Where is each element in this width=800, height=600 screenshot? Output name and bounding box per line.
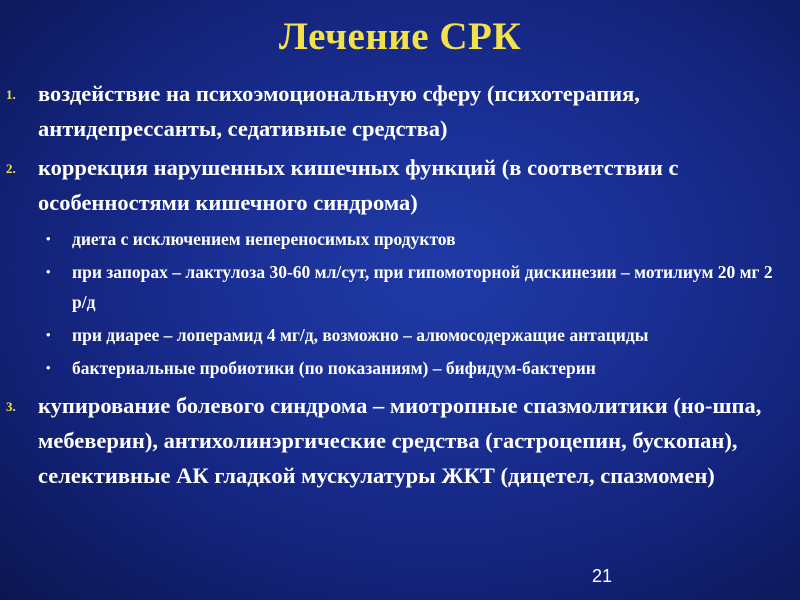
list-item-2-text: коррекция нарушенных кишечных функций (в соответствии с особенностями кишечного синдрома) [38,155,679,215]
list-item-3 [6,388,786,493]
sub-item-2 [6,257,786,317]
sub-list [6,224,786,383]
sub-item-4-text: бактериальные пробиотики (по показаниям) – бифидум-бактерин [72,358,596,378]
sub-item-1 [6,224,786,254]
page-number: 21 [591,566,612,586]
sub-item-3 [6,320,786,350]
list-item-1-text: воздействие на психоэмоциональную сферу (психотерапия, антидепрессанты, седативные средства) [38,81,640,141]
slide-title: Лечение СРК [278,15,522,58]
list-item-1 [6,76,786,146]
list-item-3-text: купирование болевого синдрома – миотропные спазмолитики (но-шпа, мебеверин), антихолинэргические средства (гастроцепин, бускопан), селективные АК гладкой мускулатуры ЖКТ (дицетел, спазмомен) [38,393,762,488]
sub-item-2-text: при запорах – лактулоза 30-60 мл/сут, при гипомоторной дискинезии – мотилиум 20 мг 2 р/д [72,262,773,312]
sub-item-1-text: диета с исключением непереносимых продуктов [72,229,456,249]
list-marker-1: 1. [6,87,16,102]
sub-item-4 [6,353,786,383]
bullet-icon: • [46,264,51,279]
bullet-icon: • [46,360,51,375]
sub-item-3-text: при диарее – лоперамид 4 мг/д, возможно – алюмосодержащие антациды [72,325,649,345]
bullet-icon: • [46,327,51,342]
slide-content [6,76,786,497]
list-marker-2: 2. [6,161,16,176]
list-marker-3: 3. [6,399,16,414]
list-item-2 [6,150,786,220]
bullet-icon: • [46,231,51,246]
